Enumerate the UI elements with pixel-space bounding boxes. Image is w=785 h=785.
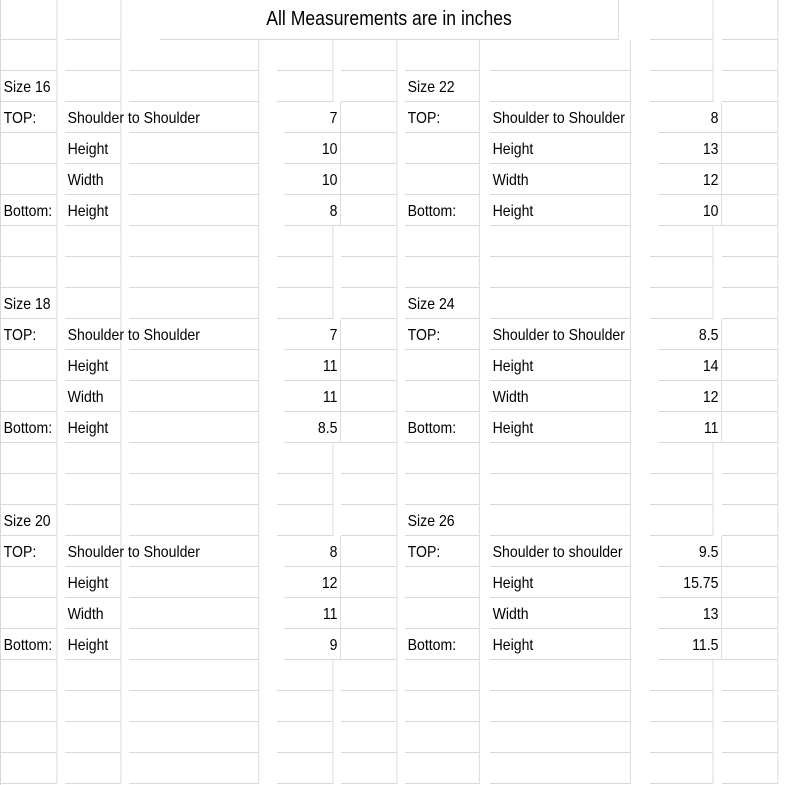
bottom-label[interactable]: Bottom: [405, 195, 480, 226]
empty-cell[interactable] [129, 753, 259, 784]
size-heading[interactable]: Size 16 [1, 71, 57, 102]
empty-cell[interactable] [650, 753, 713, 784]
empty-cell[interactable] [405, 257, 480, 288]
bottom-label[interactable]: Bottom: [405, 629, 480, 660]
empty-cell[interactable] [405, 133, 480, 164]
empty-cell[interactable] [650, 722, 713, 753]
empty-cell[interactable] [65, 474, 121, 505]
empty-cell[interactable] [277, 753, 333, 784]
measurement-value[interactable]: 8 [659, 102, 722, 133]
empty-cell[interactable] [722, 536, 778, 567]
empty-cell[interactable] [722, 133, 778, 164]
empty-cell[interactable] [1, 753, 57, 784]
empty-cell[interactable] [277, 443, 333, 474]
empty-cell[interactable] [129, 40, 259, 71]
empty-cell[interactable] [65, 40, 121, 71]
bottom-label[interactable]: Bottom: [1, 195, 57, 226]
empty-cell[interactable] [341, 660, 397, 691]
empty-cell[interactable] [1, 0, 57, 40]
top-label[interactable]: TOP: [1, 319, 57, 350]
empty-cell[interactable] [129, 381, 259, 412]
empty-cell[interactable] [405, 443, 480, 474]
measurement-label[interactable]: Width [65, 164, 121, 195]
empty-cell[interactable] [129, 567, 259, 598]
empty-cell[interactable] [490, 691, 631, 722]
empty-cell[interactable] [1, 257, 57, 288]
empty-cell[interactable] [405, 660, 480, 691]
empty-cell[interactable] [1, 474, 57, 505]
empty-cell[interactable] [65, 660, 121, 691]
empty-cell[interactable] [341, 753, 397, 784]
measurement-label[interactable]: Shoulder to Shoulder [65, 536, 121, 567]
measurement-label[interactable]: Shoulder to Shoulder [490, 319, 631, 350]
empty-cell[interactable] [405, 753, 480, 784]
measurement-value[interactable]: 11 [659, 412, 722, 443]
measurement-value[interactable]: 14 [659, 350, 722, 381]
measurement-label[interactable]: Height [490, 350, 631, 381]
empty-cell[interactable] [650, 443, 713, 474]
empty-cell[interactable] [341, 505, 397, 536]
measurement-label[interactable]: Shoulder to Shoulder [490, 102, 631, 133]
empty-cell[interactable] [490, 288, 631, 319]
empty-cell[interactable] [722, 71, 778, 102]
empty-cell[interactable] [722, 753, 778, 784]
empty-cell[interactable] [129, 288, 259, 319]
empty-cell[interactable] [65, 753, 121, 784]
top-label[interactable]: TOP: [405, 536, 480, 567]
empty-cell[interactable] [722, 350, 778, 381]
empty-cell[interactable] [341, 443, 397, 474]
measurement-label[interactable]: Height [65, 195, 121, 226]
empty-cell[interactable] [1, 226, 57, 257]
empty-cell[interactable] [722, 0, 778, 40]
empty-cell[interactable] [490, 722, 631, 753]
empty-cell[interactable] [1, 691, 57, 722]
measurement-label[interactable]: Height [490, 567, 631, 598]
empty-cell[interactable] [650, 40, 713, 71]
empty-cell[interactable] [65, 505, 121, 536]
empty-cell[interactable] [722, 629, 778, 660]
empty-cell[interactable] [65, 0, 121, 40]
empty-cell[interactable] [65, 691, 121, 722]
empty-cell[interactable] [405, 40, 480, 71]
empty-cell[interactable] [722, 598, 778, 629]
measurement-value[interactable]: 15.75 [659, 567, 722, 598]
measurement-label[interactable]: Shoulder to Shoulder [65, 102, 121, 133]
empty-cell[interactable] [341, 133, 397, 164]
empty-cell[interactable] [65, 257, 121, 288]
empty-cell[interactable] [722, 257, 778, 288]
top-label[interactable]: TOP: [1, 102, 57, 133]
empty-cell[interactable] [277, 257, 333, 288]
measurement-value[interactable]: 12 [659, 381, 722, 412]
empty-cell[interactable] [1, 722, 57, 753]
empty-cell[interactable] [650, 257, 713, 288]
empty-cell[interactable] [490, 474, 631, 505]
empty-cell[interactable] [650, 71, 713, 102]
empty-cell[interactable] [129, 629, 259, 660]
size-heading[interactable]: Size 18 [1, 288, 57, 319]
top-label[interactable]: TOP: [405, 319, 480, 350]
empty-cell[interactable] [65, 288, 121, 319]
empty-cell[interactable] [490, 257, 631, 288]
empty-cell[interactable] [405, 474, 480, 505]
size-heading[interactable]: Size 20 [1, 505, 57, 536]
empty-cell[interactable] [1, 443, 57, 474]
empty-cell[interactable] [1, 567, 57, 598]
empty-cell[interactable] [341, 691, 397, 722]
empty-cell[interactable] [341, 40, 397, 71]
empty-cell[interactable] [722, 412, 778, 443]
empty-cell[interactable] [129, 722, 259, 753]
empty-cell[interactable] [490, 505, 631, 536]
measurement-value[interactable]: 13 [659, 598, 722, 629]
measurement-label[interactable]: Height [490, 195, 631, 226]
measurement-value[interactable]: 12 [285, 567, 341, 598]
empty-cell[interactable] [490, 660, 631, 691]
empty-cell[interactable] [277, 505, 333, 536]
measurement-value[interactable]: 10 [659, 195, 722, 226]
measurement-value[interactable]: 11 [285, 350, 341, 381]
measurement-label[interactable]: Height [490, 629, 631, 660]
empty-cell[interactable] [129, 133, 259, 164]
empty-cell[interactable] [277, 474, 333, 505]
empty-cell[interactable] [722, 195, 778, 226]
empty-cell[interactable] [277, 226, 333, 257]
empty-cell[interactable] [277, 71, 333, 102]
measurement-label[interactable]: Height [65, 350, 121, 381]
empty-cell[interactable] [722, 164, 778, 195]
measurement-value[interactable]: 8.5 [659, 319, 722, 350]
empty-cell[interactable] [129, 474, 259, 505]
empty-cell[interactable] [129, 691, 259, 722]
empty-cell[interactable] [341, 381, 397, 412]
measurement-value[interactable]: 9.5 [659, 536, 722, 567]
empty-cell[interactable] [65, 226, 121, 257]
empty-cell[interactable] [1, 598, 57, 629]
empty-cell[interactable] [65, 71, 121, 102]
empty-cell[interactable] [1, 133, 57, 164]
bottom-label[interactable]: Bottom: [1, 629, 57, 660]
empty-cell[interactable] [722, 443, 778, 474]
empty-cell[interactable] [129, 164, 259, 195]
empty-cell[interactable] [722, 505, 778, 536]
empty-cell[interactable] [341, 288, 397, 319]
empty-cell[interactable] [405, 164, 480, 195]
measurement-label[interactable]: Width [65, 381, 121, 412]
measurement-label[interactable]: Height [490, 133, 631, 164]
empty-cell[interactable] [722, 226, 778, 257]
empty-cell[interactable] [490, 71, 631, 102]
empty-cell[interactable] [341, 102, 397, 133]
empty-cell[interactable] [129, 71, 259, 102]
empty-cell[interactable] [1, 660, 57, 691]
empty-cell[interactable] [722, 319, 778, 350]
measurement-label[interactable]: Height [65, 567, 121, 598]
empty-cell[interactable] [1, 40, 57, 71]
measurement-label[interactable]: Width [490, 381, 631, 412]
measurement-value[interactable]: 7 [285, 319, 341, 350]
size-heading[interactable]: Size 24 [405, 288, 480, 319]
empty-cell[interactable] [341, 71, 397, 102]
empty-cell[interactable] [650, 691, 713, 722]
measurement-value[interactable]: 11 [285, 381, 341, 412]
empty-cell[interactable] [129, 412, 259, 443]
empty-cell[interactable] [129, 505, 259, 536]
empty-cell[interactable] [341, 195, 397, 226]
top-label[interactable]: TOP: [1, 536, 57, 567]
empty-cell[interactable] [405, 381, 480, 412]
measurement-label[interactable]: Height [490, 412, 631, 443]
empty-cell[interactable] [129, 598, 259, 629]
empty-cell[interactable] [341, 412, 397, 443]
empty-cell[interactable] [341, 350, 397, 381]
empty-cell[interactable] [1, 350, 57, 381]
measurement-label[interactable]: Width [490, 598, 631, 629]
empty-cell[interactable] [277, 40, 333, 71]
empty-cell[interactable] [722, 660, 778, 691]
empty-cell[interactable] [405, 350, 480, 381]
empty-cell[interactable] [129, 350, 259, 381]
empty-cell[interactable] [722, 474, 778, 505]
size-heading[interactable]: Size 26 [405, 505, 480, 536]
empty-cell[interactable] [490, 753, 631, 784]
measurement-label[interactable]: Shoulder to shoulder [490, 536, 631, 567]
empty-cell[interactable] [1, 164, 57, 195]
measurement-value[interactable]: 8 [285, 536, 341, 567]
empty-cell[interactable] [65, 722, 121, 753]
empty-cell[interactable] [129, 195, 259, 226]
empty-cell[interactable] [722, 722, 778, 753]
empty-cell[interactable] [277, 722, 333, 753]
empty-cell[interactable] [341, 257, 397, 288]
measurement-label[interactable]: Width [65, 598, 121, 629]
empty-cell[interactable] [129, 319, 259, 350]
empty-cell[interactable] [341, 722, 397, 753]
empty-cell[interactable] [405, 226, 480, 257]
measurement-label[interactable]: Height [65, 629, 121, 660]
measurement-value[interactable]: 8.5 [285, 412, 341, 443]
measurement-value[interactable]: 10 [285, 133, 341, 164]
empty-cell[interactable] [405, 598, 480, 629]
measurement-value[interactable]: 12 [659, 164, 722, 195]
empty-cell[interactable] [1, 381, 57, 412]
sheet-title: All Measurements are in inches [160, 0, 618, 40]
empty-cell[interactable] [650, 0, 713, 40]
empty-cell[interactable] [722, 102, 778, 133]
measurement-value[interactable]: 10 [285, 164, 341, 195]
measurement-label[interactable]: Height [65, 133, 121, 164]
empty-cell[interactable] [650, 474, 713, 505]
empty-cell[interactable] [722, 288, 778, 319]
measurement-value[interactable]: 13 [659, 133, 722, 164]
measurement-label[interactable]: Shoulder to Shoulder [65, 319, 121, 350]
empty-cell[interactable] [341, 536, 397, 567]
empty-cell[interactable] [722, 691, 778, 722]
empty-cell[interactable] [650, 226, 713, 257]
empty-cell[interactable] [341, 226, 397, 257]
empty-cell[interactable] [490, 40, 631, 71]
empty-cell[interactable] [722, 381, 778, 412]
empty-cell[interactable] [650, 660, 713, 691]
measurement-value[interactable]: 8 [285, 195, 341, 226]
measurement-value[interactable]: 11 [285, 598, 341, 629]
size-heading[interactable]: Size 22 [405, 71, 480, 102]
bottom-label[interactable]: Bottom: [1, 412, 57, 443]
empty-cell[interactable] [341, 629, 397, 660]
empty-cell[interactable] [341, 567, 397, 598]
empty-cell[interactable] [129, 257, 259, 288]
measurement-value[interactable]: 7 [285, 102, 341, 133]
bottom-label[interactable]: Bottom: [405, 412, 480, 443]
measurement-value[interactable]: 9 [285, 629, 341, 660]
empty-cell[interactable] [277, 691, 333, 722]
measurement-label[interactable]: Height [65, 412, 121, 443]
empty-cell[interactable] [650, 505, 713, 536]
empty-cell[interactable] [129, 660, 259, 691]
empty-cell[interactable] [405, 722, 480, 753]
measurement-label[interactable]: Width [490, 164, 631, 195]
empty-cell[interactable] [65, 443, 121, 474]
empty-cell[interactable] [129, 102, 259, 133]
empty-cell[interactable] [129, 536, 259, 567]
empty-cell[interactable] [650, 288, 713, 319]
empty-cell[interactable] [490, 443, 631, 474]
empty-cell[interactable] [405, 567, 480, 598]
empty-cell[interactable] [341, 164, 397, 195]
empty-cell[interactable] [341, 598, 397, 629]
measurement-value[interactable]: 11.5 [659, 629, 722, 660]
empty-cell[interactable] [341, 474, 397, 505]
empty-cell[interactable] [405, 691, 480, 722]
empty-cell[interactable] [722, 567, 778, 598]
empty-cell[interactable] [129, 226, 259, 257]
empty-cell[interactable] [490, 226, 631, 257]
empty-cell[interactable] [129, 443, 259, 474]
empty-cell[interactable] [722, 40, 778, 71]
empty-cell[interactable] [341, 319, 397, 350]
top-label[interactable]: TOP: [405, 102, 480, 133]
empty-cell[interactable] [277, 660, 333, 691]
empty-cell[interactable] [277, 288, 333, 319]
